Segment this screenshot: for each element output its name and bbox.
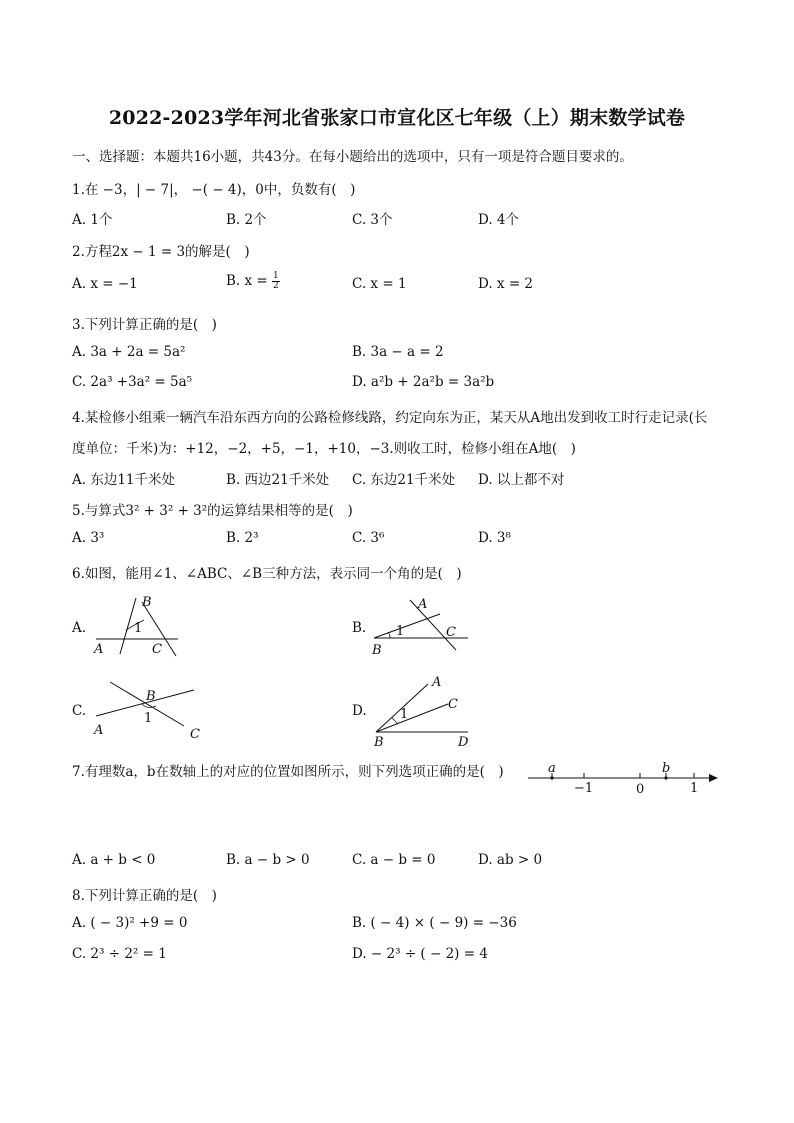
q8-option-d: D. − 2³ ÷ ( − 2) = 4	[352, 946, 488, 962]
fig-d-label-a: A	[432, 675, 442, 690]
q2-fraction-denominator: 2	[273, 281, 279, 291]
q1-option-b: B. 2个	[226, 212, 267, 228]
fig-a-label-angle: 1	[134, 621, 143, 636]
section-heading: 一、选择题：本题共16小题，共43分。在每小题给出的选项中，只有一项是符合题目要求的。	[72, 149, 633, 165]
q6-figure-a	[90, 592, 190, 662]
fig-c-label-angle: 1	[144, 711, 153, 726]
question-7-stem: 7.有理数a，b在数轴上的对应的位置如图所示，则下列选项正确的是( )	[72, 764, 504, 780]
q6-figure-c	[88, 676, 208, 742]
question-6-stem: 6.如图，能用∠1、∠ABC、∠B三种方法，表示同一个角的是( )	[72, 566, 462, 582]
q6-option-b: B.	[352, 620, 367, 636]
numline-label-one: 1	[690, 781, 699, 796]
fig-a-label-c: C	[152, 642, 162, 657]
q2-option-b-label: B. x =	[226, 273, 273, 289]
q7-number-line	[522, 758, 722, 798]
q5-option-c: C. 3⁶	[352, 530, 385, 546]
fig-d-label-b: B	[374, 735, 384, 748]
fig-b-label-a: A	[418, 597, 428, 612]
q4-option-d: D. 以上都不对	[478, 472, 565, 488]
q2-fraction-numerator: 1	[273, 271, 279, 281]
q3-option-d: D. a²b + 2a²b = 3a²b	[352, 374, 495, 390]
question-2-stem: 2.方程2x − 1 = 3的解是( )	[72, 244, 250, 260]
q2-option-b	[226, 272, 280, 291]
q1-option-d: D. 4个	[478, 212, 520, 228]
question-4-stem-line1: 4.某检修小组乘一辆汽车沿东西方向的公路检修线路，约定向东为正，某天从A地出发到收工时行走记录(长	[72, 410, 708, 426]
q6-figure-b	[368, 594, 478, 660]
fig-b-label-b: B	[372, 643, 382, 658]
q5-option-d: D. 3⁸	[478, 530, 511, 546]
q1-option-a: A. 1个	[72, 212, 113, 228]
question-4-stem-line2: 度单位：千米)为：+12，−2，+5，−1，+10，−3.则收工时，检修小组在A地( )	[72, 441, 576, 457]
question-3-stem: 3.下列计算正确的是( )	[72, 317, 217, 333]
q3-option-a: A. 3a + 2a = 5a²	[72, 344, 186, 360]
q3-option-b: B. 3a − a = 2	[352, 344, 444, 360]
numline-label-b: b	[662, 761, 671, 776]
q8-option-b: B. ( − 4) × ( − 9) = −36	[352, 915, 517, 931]
fig-a-label-b: B	[142, 595, 152, 610]
q4-option-b: B. 西边21千米处	[226, 472, 330, 488]
q6-figure-d	[368, 672, 478, 748]
q2-option-c: C. x = 1	[352, 276, 407, 292]
fig-c-label-b: B	[146, 689, 156, 704]
q7-option-b: B. a − b > 0	[226, 852, 310, 868]
question-8-stem: 8.下列计算正确的是( )	[72, 888, 217, 904]
fig-d-label-angle: 1	[400, 707, 409, 722]
q6-option-d: D.	[352, 703, 367, 719]
question-5-stem: 5.与算式3² + 3² + 3²的运算结果相等的是( )	[72, 503, 353, 519]
fig-b-label-c: C	[446, 625, 456, 640]
q8-option-a: A. ( − 3)² +9 = 0	[72, 915, 188, 931]
numline-label-neg1: −1	[574, 781, 594, 796]
q2-option-a: A. x = −1	[72, 276, 138, 292]
fig-d-label-d: D	[458, 735, 469, 748]
q3-option-c: C. 2a³ +3a² = 5a⁵	[72, 374, 193, 390]
q1-option-c: C. 3个	[352, 212, 393, 228]
q5-option-b: B. 2³	[226, 530, 259, 546]
fig-c-label-a: A	[94, 723, 104, 738]
q5-option-a: A. 3³	[72, 530, 105, 546]
q6-option-a: A.	[72, 620, 87, 636]
page-title: 2022-2023学年河北省张家口市宣化区七年级（上）期末数学试卷	[108, 107, 686, 129]
q4-option-a: A. 东边11千米处	[72, 472, 176, 488]
q2-fraction	[272, 272, 280, 291]
fig-d-label-c: C	[448, 697, 458, 712]
numline-label-a: a	[548, 761, 556, 776]
q7-option-c: C. a − b = 0	[352, 852, 436, 868]
q4-option-c: C. 东边21千米处	[352, 472, 456, 488]
fig-a-label-a: A	[94, 642, 104, 657]
fig-c-label-c: C	[190, 727, 200, 742]
q8-option-c: C. 2³ ÷ 2² = 1	[72, 946, 167, 962]
q7-option-d: D. ab > 0	[478, 852, 543, 868]
q2-option-d: D. x = 2	[478, 276, 534, 292]
numline-label-zero: 0	[636, 782, 645, 797]
q6-option-c: C.	[72, 703, 87, 719]
fig-b-label-angle: 1	[396, 624, 405, 639]
question-1-stem: 1.在 −3，| − 7|， −( − 4)，0中，负数有( )	[72, 182, 356, 198]
q7-option-a: A. a + b < 0	[72, 852, 156, 868]
